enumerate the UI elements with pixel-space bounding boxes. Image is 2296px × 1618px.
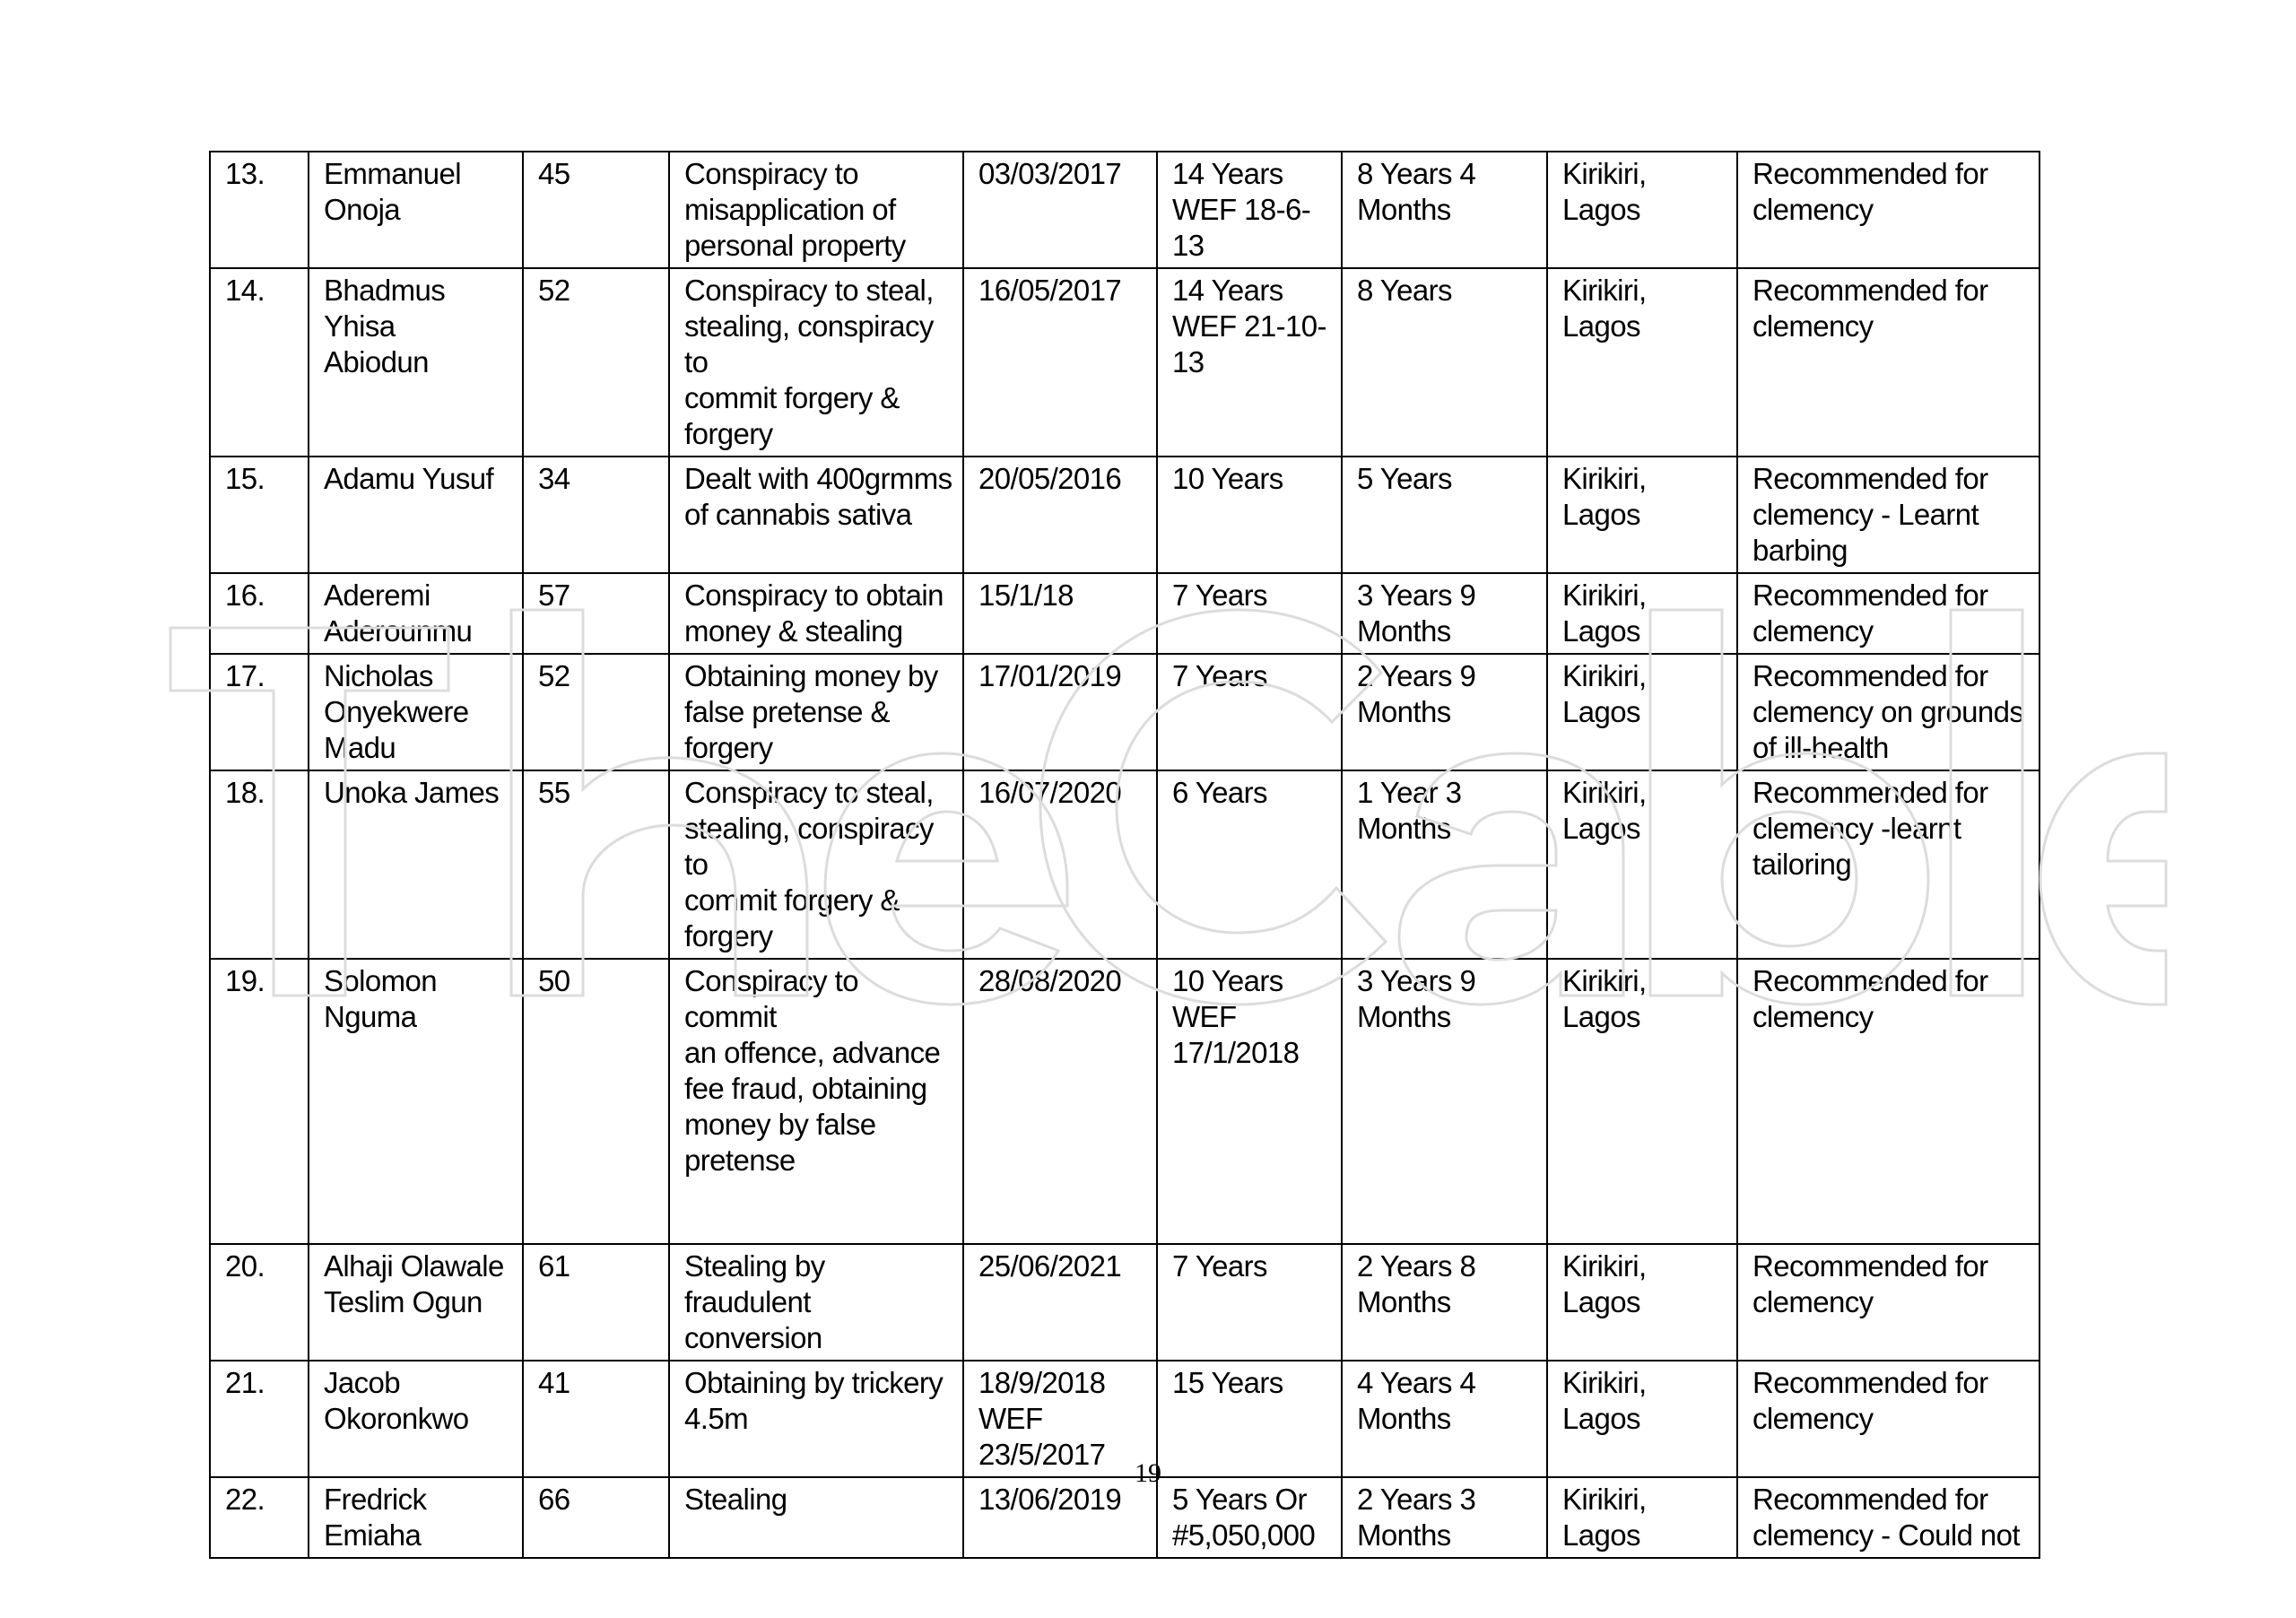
cell-offence: Stealing by fraudulent conversion — [669, 1244, 963, 1361]
cell-offence: Conspiracy to commit an offence, advance fee fraud, obtaining money by false pretense — [669, 959, 963, 1244]
cell-time-served: 1 Year 3 Months — [1342, 770, 1547, 959]
cell-sentence: 15 Years — [1157, 1361, 1342, 1477]
cell-serial-number: 19. — [210, 959, 309, 1244]
cell-custodial-centre: Kirikiri, Lagos — [1547, 1244, 1737, 1361]
table-row — [210, 1477, 2039, 1558]
cell-sentence: 14 Years WEF 21-10- 13 — [1157, 268, 1342, 457]
cell-serial-number: 17. — [210, 654, 309, 770]
table-row — [210, 573, 2039, 654]
cell-age: 57 — [523, 573, 669, 654]
cell-recommendation: Recommended for clemency — [1737, 573, 2039, 654]
cell-age: 61 — [523, 1244, 669, 1361]
table-row — [210, 654, 2039, 770]
cell-custodial-centre: Kirikiri, Lagos — [1547, 654, 1737, 770]
cell-age: 66 — [523, 1477, 669, 1558]
cell-conviction-date: 17/01/2019 — [963, 654, 1157, 770]
cell-time-served: 3 Years 9 Months — [1342, 573, 1547, 654]
cell-recommendation: Recommended for clemency on grounds of ill-health — [1737, 654, 2039, 770]
cell-custodial-centre: Kirikiri, Lagos — [1547, 457, 1737, 573]
cell-conviction-date: 28/08/2020 — [963, 959, 1157, 1244]
cell-recommendation: Recommended for clemency -learnt tailoring — [1737, 770, 2039, 959]
cell-serial-number: 18. — [210, 770, 309, 959]
cell-custodial-centre: Kirikiri, Lagos — [1547, 573, 1737, 654]
cell-sentence: 14 Years WEF 18-6-13 — [1157, 152, 1342, 268]
cell-conviction-date: 25/06/2021 — [963, 1244, 1157, 1361]
cell-inmate-name: Unoka James — [309, 770, 523, 959]
cell-time-served: 4 Years 4 Months — [1342, 1361, 1547, 1477]
cell-recommendation: Recommended for clemency - Learnt barbing — [1737, 457, 2039, 573]
cell-time-served: 2 Years 9 Months — [1342, 654, 1547, 770]
cell-serial-number: 20. — [210, 1244, 309, 1361]
cell-sentence: 6 Years — [1157, 770, 1342, 959]
cell-age: 55 — [523, 770, 669, 959]
cell-age: 50 — [523, 959, 669, 1244]
cell-offence: Dealt with 400grmms of cannabis sativa — [669, 457, 963, 573]
cell-recommendation: Recommended for clemency — [1737, 959, 2039, 1244]
table-row — [210, 268, 2039, 457]
cell-conviction-date: 13/06/2019 — [963, 1477, 1157, 1558]
cell-time-served: 2 Years 8 Months — [1342, 1244, 1547, 1361]
table-row — [210, 152, 2039, 268]
cell-custodial-centre: Kirikiri, Lagos — [1547, 1361, 1737, 1477]
cell-serial-number: 13. — [210, 152, 309, 268]
watermark-letter-e-arrow — [2040, 753, 2166, 1005]
cell-time-served: 5 Years — [1342, 457, 1547, 573]
cell-serial-number: 22. — [210, 1477, 309, 1558]
cell-inmate-name: Aderemi Aderounmu — [309, 573, 523, 654]
cell-sentence: 7 Years — [1157, 654, 1342, 770]
cell-conviction-date: 15/1/18 — [963, 573, 1157, 654]
cell-age: 52 — [523, 268, 669, 457]
cell-custodial-centre: Kirikiri, Lagos — [1547, 268, 1737, 457]
cell-offence: Obtaining money by false pretense & forgery — [669, 654, 963, 770]
cell-time-served: 8 Years — [1342, 268, 1547, 457]
cell-sentence: 7 Years — [1157, 1244, 1342, 1361]
cell-inmate-name: Bhadmus Yhisa Abiodun — [309, 268, 523, 457]
cell-inmate-name: Fredrick Emiaha — [309, 1477, 523, 1558]
cell-conviction-date: 16/05/2017 — [963, 268, 1157, 457]
inmate-records-table — [209, 151, 2040, 1559]
cell-inmate-name: Jacob Okoronkwo — [309, 1361, 523, 1477]
cell-offence: Conspiracy to steal, stealing, conspiracy to commit forgery & forgery — [669, 268, 963, 457]
cell-recommendation: Recommended for clemency — [1737, 1361, 2039, 1477]
cell-inmate-name: Alhaji Olawale Teslim Ogun — [309, 1244, 523, 1361]
cell-time-served: 8 Years 4 Months — [1342, 152, 1547, 268]
cell-age: 45 — [523, 152, 669, 268]
cell-serial-number: 16. — [210, 573, 309, 654]
table-row — [210, 457, 2039, 573]
cell-age: 34 — [523, 457, 669, 573]
cell-conviction-date: 03/03/2017 — [963, 152, 1157, 268]
cell-conviction-date: 18/9/2018 WEF 23/5/2017 — [963, 1361, 1157, 1477]
cell-offence: Conspiracy to steal, stealing, conspiracy to commit forgery & forgery — [669, 770, 963, 959]
cell-serial-number: 15. — [210, 457, 309, 573]
page-number: 19 — [1135, 1458, 1161, 1488]
cell-serial-number: 21. — [210, 1361, 309, 1477]
table-row — [210, 959, 2039, 1244]
cell-sentence: 10 Years — [1157, 457, 1342, 573]
cell-serial-number: 14. — [210, 268, 309, 457]
cell-offence: Obtaining by trickery 4.5m — [669, 1361, 963, 1477]
cell-custodial-centre: Kirikiri, Lagos — [1547, 152, 1737, 268]
cell-inmate-name: Nicholas Onyekwere Madu — [309, 654, 523, 770]
cell-recommendation: Recommended for clemency — [1737, 268, 2039, 457]
cell-sentence: 7 Years — [1157, 573, 1342, 654]
cell-offence: Conspiracy to obtain money & stealing — [669, 573, 963, 654]
cell-conviction-date: 20/05/2016 — [963, 457, 1157, 573]
cell-recommendation: Recommended for clemency — [1737, 152, 2039, 268]
cell-custodial-centre: Kirikiri, Lagos — [1547, 770, 1737, 959]
cell-inmate-name: Solomon Nguma — [309, 959, 523, 1244]
cell-offence: Conspiracy to misapplication of personal property — [669, 152, 963, 268]
table-row — [210, 770, 2039, 959]
cell-conviction-date: 16/07/2020 — [963, 770, 1157, 959]
table-row — [210, 1361, 2039, 1477]
cell-sentence: 5 Years Or #5,050,000 — [1157, 1477, 1342, 1558]
table-row — [210, 1244, 2039, 1361]
cell-inmate-name: Adamu Yusuf — [309, 457, 523, 573]
cell-time-served: 2 Years 3 Months — [1342, 1477, 1547, 1558]
cell-custodial-centre: Kirikiri, Lagos — [1547, 959, 1737, 1244]
cell-recommendation: Recommended for clemency - Could not — [1737, 1477, 2039, 1558]
cell-time-served: 3 Years 9 Months — [1342, 959, 1547, 1244]
cell-custodial-centre: Kirikiri, Lagos — [1547, 1477, 1737, 1558]
cell-sentence: 10 Years WEF 17/1/2018 — [1157, 959, 1342, 1244]
cell-age: 52 — [523, 654, 669, 770]
table-body — [210, 152, 2039, 1558]
cell-inmate-name: Emmanuel Onoja — [309, 152, 523, 268]
cell-age: 41 — [523, 1361, 669, 1477]
cell-recommendation: Recommended for clemency — [1737, 1244, 2039, 1361]
cell-offence: Stealing — [669, 1477, 963, 1558]
